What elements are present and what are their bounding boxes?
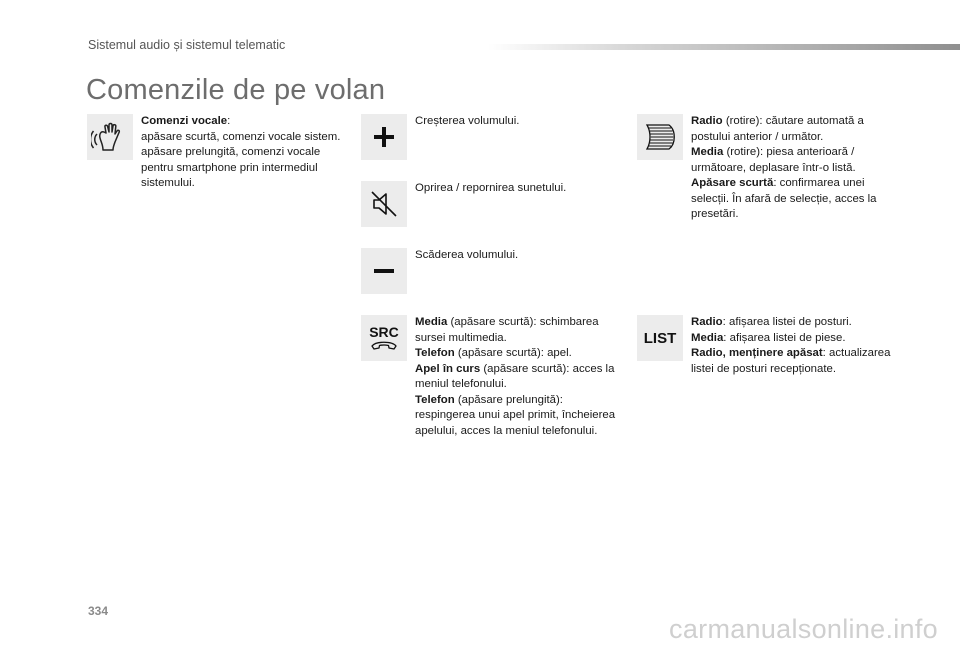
label-list-media: Media [691,331,724,344]
volume-down-text: Scăderea volumului. [415,249,519,261]
voice-short-press: apăsare scurtă, comenzi vocale sistem. [141,130,341,143]
label-list-radio-hold: Radio, menținere apăsat [691,347,823,359]
label-src-media: Media [415,316,448,328]
mute-icon [361,181,407,227]
voice-command-icon [87,114,133,160]
phone-handset-icon [369,339,399,351]
minus-icon [361,248,407,294]
watermark: carmanualsonline.info [669,614,938,644]
label-list-radio: Radio [691,316,723,328]
thumbwheel-icon [637,114,683,160]
src-label: SRC [369,324,399,340]
label-wheel-radio: Radio [691,115,723,127]
voice-long-press: apăsare prelungită, comenzi vocale pentru smartphone prin intermediul sistemului. [141,146,321,189]
page-number: 334 [88,604,109,618]
page-title: Comenzile de pe volan [86,74,386,106]
section-title: Sistemul audio și sistemul telematic [88,38,286,52]
label-wheel-media: Media [691,146,724,158]
label-src-phone-long: Telefon [415,393,455,406]
label-src-call: Apel în curs [415,362,481,375]
header-gradient-bar [488,44,960,50]
label-src-phone: Telefon [415,347,455,359]
list-label: LIST [643,329,677,347]
src-phone-icon [361,315,407,361]
label-wheel-press: Apăsare scurtă [691,177,774,189]
list-button-icon [637,315,683,361]
mute-text: Oprirea / repornirea sunetului. [415,182,567,194]
label-voice: Comenzi vocale [141,115,228,127]
plus-icon [361,114,407,160]
volume-up-text: Creșterea volumului. [415,115,520,127]
